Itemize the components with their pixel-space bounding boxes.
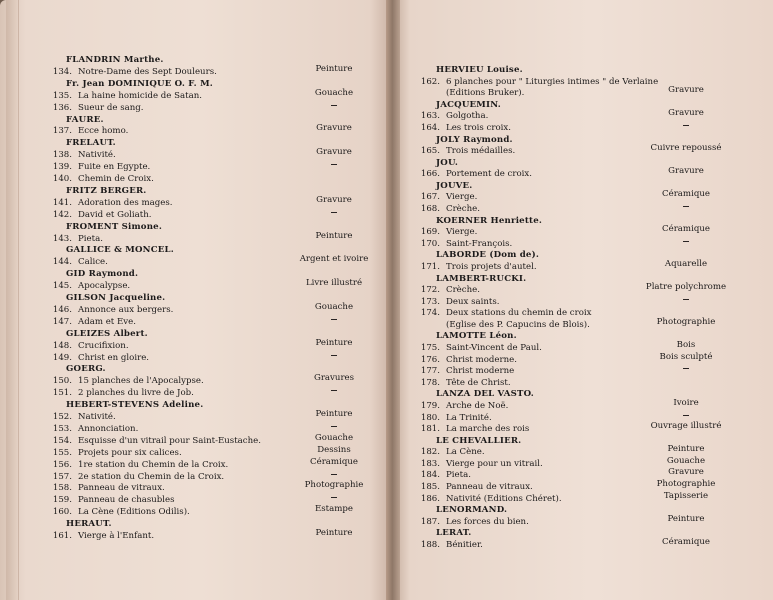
- work-technique: Peinture: [315, 409, 353, 419]
- work-number: 154.: [52, 436, 72, 446]
- artist-name: LE CHEVALLIER.: [436, 436, 522, 446]
- work-number: 180.: [420, 413, 440, 423]
- work-title: Tête de Christ.: [446, 378, 511, 388]
- work-technique: Photographie: [304, 480, 364, 490]
- work-technique: Gravure: [668, 467, 704, 477]
- catalogue-row: [412, 262, 537, 273]
- work-number: 156.: [52, 460, 72, 470]
- work-number: 153.: [52, 424, 72, 434]
- catalogue-row: [412, 146, 515, 157]
- work-technique: Gravure: [316, 147, 352, 157]
- catalogue-row: [412, 540, 483, 551]
- catalogue-row: [44, 317, 136, 328]
- work-title: Deux saints.: [446, 297, 500, 307]
- work-title: Adoration des mages.: [78, 198, 173, 208]
- catalogue-row: [412, 355, 517, 366]
- work-number: 149.: [52, 353, 72, 363]
- work-number: 144.: [52, 257, 72, 267]
- work-technique: Peinture: [667, 444, 705, 454]
- work-technique: Gravure: [668, 85, 704, 95]
- work-title: (Editions Bruker).: [446, 88, 525, 98]
- catalogue-row: [412, 459, 543, 470]
- catalogue-row: [44, 531, 154, 542]
- work-title: Vierge pour un vitrail.: [446, 459, 543, 469]
- work-title: Les trois croix.: [446, 123, 511, 133]
- work-title: Chemin de Croix.: [78, 174, 154, 184]
- work-number: 164.: [420, 123, 440, 133]
- work-number: 166.: [420, 169, 440, 179]
- work-technique: Ivoire: [673, 398, 699, 408]
- work-number: 161.: [52, 531, 72, 541]
- artist-name: JOU.: [436, 158, 459, 168]
- catalogue-row: [44, 495, 175, 506]
- work-title: Adam et Eve.: [78, 317, 136, 327]
- catalogue-row: [44, 305, 173, 316]
- work-number: 151.: [52, 388, 72, 398]
- work-number: 157.: [52, 472, 72, 482]
- artist-name: FLANDRIN Marthe.: [66, 55, 164, 65]
- catalogue-row: [412, 378, 511, 389]
- work-number: 145.: [52, 281, 72, 291]
- work-technique: Cuivre repoussé: [650, 143, 722, 153]
- work-technique: Gouache: [314, 433, 354, 443]
- artist-name: KOERNER Henriette.: [436, 216, 543, 226]
- work-title: Trois médailles.: [446, 146, 516, 156]
- ditto-mark: [331, 474, 337, 475]
- work-title: La Trinité.: [446, 413, 492, 423]
- ditto-mark: [683, 299, 689, 300]
- work-title: Nativité (Editions Chéret).: [446, 494, 562, 504]
- work-title: Nativité.: [78, 412, 116, 422]
- work-title: Pieta.: [78, 234, 103, 244]
- catalogue-row: [412, 192, 477, 203]
- catalogue-row: [412, 239, 512, 250]
- artist-name: FAURE.: [66, 115, 104, 125]
- work-technique: Photographie: [656, 479, 716, 489]
- work-title: (Eglise des P. Capucins de Blois).: [446, 320, 590, 330]
- work-technique: Tapisserie: [663, 491, 709, 501]
- work-number: 184.: [420, 470, 440, 480]
- work-number: 182.: [420, 447, 440, 457]
- catalogue-row: [44, 448, 182, 459]
- work-number: 165.: [420, 146, 440, 156]
- work-number: 138.: [52, 150, 72, 160]
- ditto-mark: [331, 497, 337, 498]
- work-title: Sueur de sang.: [78, 103, 144, 113]
- work-number: 188.: [420, 540, 440, 550]
- catalogue-row: [412, 227, 477, 238]
- work-title: 2e station du Chemin de la Croix.: [78, 472, 225, 482]
- work-title: Christ en gloire.: [78, 353, 150, 363]
- work-title: David et Goliath.: [78, 210, 152, 220]
- artist-name: GALLICE & MONCEL.: [66, 245, 174, 255]
- catalogue-row: [412, 111, 488, 122]
- work-number: 173.: [420, 297, 440, 307]
- artist-name: LABORDE (Dom de).: [436, 250, 540, 260]
- work-title: La haine homicide de Satan.: [78, 91, 202, 101]
- work-technique: Bois: [676, 340, 696, 350]
- ditto-mark: [331, 105, 337, 106]
- work-number: 185.: [420, 482, 440, 492]
- work-technique: Estampe: [315, 504, 353, 514]
- catalogue-row: [44, 483, 165, 494]
- catalogue-row: [44, 67, 217, 78]
- work-number: 158.: [52, 483, 72, 493]
- work-title: Vierge.: [446, 192, 478, 202]
- ditto-mark: [331, 164, 337, 165]
- artist-name: LENORMAND.: [436, 505, 508, 515]
- catalogue-row: [44, 341, 129, 352]
- work-title: Christ moderne: [446, 366, 515, 376]
- catalogue-row: [412, 517, 529, 528]
- work-technique: Céramique: [662, 189, 710, 199]
- artist-name: HERVIEU Louise.: [436, 65, 523, 75]
- work-title: Trois projets d'autel.: [446, 262, 537, 272]
- artist-name: GILSON Jacqueline.: [66, 293, 166, 303]
- catalogue-row: [44, 234, 103, 245]
- work-technique: Argent et ivoire: [299, 254, 369, 264]
- catalogue-row: [44, 210, 152, 221]
- work-title: Portement de croix.: [446, 169, 532, 179]
- work-technique: Gouache: [314, 302, 354, 312]
- work-title: 6 planches pour " Liturgies intimes " de Verlaine: [446, 77, 659, 87]
- artist-name: LAMBERT-RUCKI.: [436, 274, 527, 284]
- catalogue-row: [412, 424, 529, 435]
- catalogue-row: [412, 366, 514, 377]
- work-number: 176.: [420, 355, 440, 365]
- work-title: Pieta.: [446, 470, 471, 480]
- ditto-mark: [331, 355, 337, 356]
- catalogue-row: [412, 204, 480, 215]
- catalogue-row: [412, 343, 542, 354]
- work-number: 140.: [52, 174, 72, 184]
- work-title: Panneau de vitraux.: [78, 483, 165, 493]
- work-title: La Cène.: [446, 447, 485, 457]
- work-number: 167.: [420, 192, 440, 202]
- work-number: 150.: [52, 376, 72, 386]
- work-title: Esquisse d'un vitrail pour Saint-Eustache.: [78, 436, 261, 446]
- work-title: Ecce homo.: [78, 126, 129, 136]
- work-technique: Gravure: [316, 195, 352, 205]
- artist-name: GOERG.: [66, 364, 106, 374]
- work-title: Vierge.: [446, 227, 478, 237]
- catalogue-row: [412, 320, 590, 331]
- artist-name: HEBERT-STEVENS Adeline.: [66, 400, 204, 410]
- work-title: Panneau de chasubles: [78, 495, 175, 505]
- work-number: 160.: [52, 507, 72, 517]
- work-number: 179.: [420, 401, 440, 411]
- catalogue-row: [44, 460, 228, 471]
- catalogue-row: [412, 401, 508, 412]
- work-title: Calice.: [78, 257, 108, 267]
- work-number: 170.: [420, 239, 440, 249]
- work-title: Crèche.: [446, 285, 480, 295]
- catalogue-row: [44, 281, 130, 292]
- artist-name: JACQUEMIN.: [436, 100, 501, 110]
- work-technique: Gravure: [668, 166, 704, 176]
- work-number: 168.: [420, 204, 440, 214]
- work-number: 172.: [420, 285, 440, 295]
- work-technique: Céramique: [662, 537, 710, 547]
- work-title: Crucifixion.: [78, 341, 129, 351]
- work-title: Bénitier.: [446, 540, 483, 550]
- work-technique: Ouvrage illustré: [650, 421, 722, 431]
- work-number: 181.: [420, 424, 440, 434]
- ditto-mark: [331, 319, 337, 320]
- work-number: 187.: [420, 517, 440, 527]
- work-title: Golgotha.: [446, 111, 489, 121]
- catalogue-row: [412, 77, 658, 88]
- artist-name: JOUVE.: [436, 181, 473, 191]
- artist-name: FRELAUT.: [66, 138, 116, 148]
- work-technique: Peinture: [667, 514, 705, 524]
- artist-name: LAMOTTE Léon.: [436, 331, 517, 341]
- work-technique: Platre polychrome: [645, 282, 727, 292]
- work-title: Apocalypse.: [78, 281, 131, 291]
- artist-name: LERAT.: [436, 528, 472, 538]
- catalogue-row: [44, 162, 150, 173]
- work-title: Christ moderne.: [446, 355, 517, 365]
- ditto-mark: [331, 426, 337, 427]
- artist-name: FRITZ BERGER.: [66, 186, 147, 196]
- catalogue-row: [44, 91, 202, 102]
- ditto-mark: [683, 415, 689, 416]
- work-title: Deux stations du chemin de croix: [446, 308, 592, 318]
- work-technique: Peinture: [315, 528, 353, 538]
- work-technique: Photographie: [656, 317, 716, 327]
- work-title: Vierge à l'Enfant.: [78, 531, 155, 541]
- work-title: Arche de Noë.: [446, 401, 509, 411]
- catalogue-row: [44, 353, 149, 364]
- work-title: La marche des rois: [446, 424, 530, 434]
- work-number: 139.: [52, 162, 72, 172]
- artist-name: HERAUT.: [66, 519, 112, 529]
- work-number: 152.: [52, 412, 72, 422]
- ditto-mark: [683, 125, 689, 126]
- work-number: 135.: [52, 91, 72, 101]
- work-number: 162.: [420, 77, 440, 87]
- work-technique: Peinture: [315, 231, 353, 241]
- work-technique: Céramique: [310, 457, 358, 467]
- ditto-mark: [331, 212, 337, 213]
- work-number: 178.: [420, 378, 440, 388]
- catalogue-row: [44, 412, 116, 423]
- work-technique: Gouache: [314, 88, 354, 98]
- work-number: 183.: [420, 459, 440, 469]
- ditto-mark: [683, 241, 689, 242]
- catalogue-row: [412, 447, 485, 458]
- work-title: La Cène (Editions Odilis).: [78, 507, 190, 517]
- work-title: Crèche.: [446, 204, 480, 214]
- ditto-mark: [331, 390, 337, 391]
- work-number: 143.: [52, 234, 72, 244]
- work-technique: Gouache: [666, 456, 706, 466]
- ditto-mark: [683, 206, 689, 207]
- work-technique: Bois sculpté: [659, 352, 713, 362]
- catalogue-row: [412, 413, 492, 424]
- work-number: 134.: [52, 67, 72, 77]
- catalogue-row: [44, 424, 138, 435]
- work-number: 141.: [52, 198, 72, 208]
- work-number: 163.: [420, 111, 440, 121]
- artist-name: LANZA DEL VASTO.: [436, 389, 534, 399]
- work-technique: Gravure: [316, 123, 352, 133]
- work-title: Les forces du bien.: [446, 517, 529, 527]
- work-title: 15 planches de l'Apocalypse.: [78, 376, 204, 386]
- work-title: 1re station du Chemin de la Croix.: [78, 460, 229, 470]
- work-technique: Dessins: [317, 445, 351, 455]
- catalogue-row: [412, 470, 471, 481]
- work-technique: Livre illustré: [305, 278, 363, 288]
- work-number: 159.: [52, 495, 72, 505]
- catalogue-row: [44, 376, 204, 387]
- work-number: 169.: [420, 227, 440, 237]
- catalogue-row: [44, 126, 128, 137]
- work-number: 146.: [52, 305, 72, 315]
- catalogue-row: [44, 436, 261, 447]
- catalogue-row: [44, 388, 194, 399]
- work-number: 147.: [52, 317, 72, 327]
- work-technique: Gravures: [313, 373, 355, 383]
- work-number: 177.: [420, 366, 440, 376]
- catalogue-row: [44, 472, 224, 483]
- catalogue-row: [412, 123, 511, 134]
- work-number: 155.: [52, 448, 72, 458]
- page-edge: [6, 0, 19, 600]
- work-number: 174.: [420, 308, 440, 318]
- work-number: 171.: [420, 262, 440, 272]
- catalogue-row: [412, 169, 532, 180]
- work-title: Panneau de vitraux.: [446, 482, 533, 492]
- work-title: Nativité.: [78, 150, 116, 160]
- work-title: 2 planches du livre de Job.: [78, 388, 194, 398]
- work-title: Notre-Dame des Sept Douleurs.: [78, 67, 217, 77]
- artist-name: GID Raymond.: [66, 269, 139, 279]
- work-number: 175.: [420, 343, 440, 353]
- work-title: Saint-François.: [446, 239, 513, 249]
- catalogue-row: [412, 308, 592, 319]
- work-technique: Peinture: [315, 338, 353, 348]
- work-title: Saint-Vincent de Paul.: [446, 343, 542, 353]
- catalogue-row: [44, 150, 116, 161]
- work-title: Annonce aux bergers.: [78, 305, 174, 315]
- ditto-mark: [683, 368, 689, 369]
- work-technique: Céramique: [662, 224, 710, 234]
- catalogue-row: [412, 482, 533, 493]
- catalogue-row: [44, 507, 190, 518]
- work-technique: Gravure: [668, 108, 704, 118]
- work-number: 136.: [52, 103, 72, 113]
- work-number: 137.: [52, 126, 72, 136]
- work-technique: Peinture: [315, 64, 353, 74]
- catalogue-row: [412, 297, 500, 308]
- work-technique: Aquarelle: [664, 259, 708, 269]
- artist-name: Fr. Jean DOMINIQUE O. F. M.: [66, 79, 213, 89]
- work-title: Fuite en Egypte.: [78, 162, 151, 172]
- catalogue-row: [44, 103, 144, 114]
- catalogue-row: [44, 174, 154, 185]
- catalogue-row: [44, 198, 173, 209]
- work-number: 142.: [52, 210, 72, 220]
- artist-name: FROMENT Simone.: [66, 222, 163, 232]
- work-number: 186.: [420, 494, 440, 504]
- catalogue-row: [412, 285, 480, 296]
- work-title: Projets pour six calices.: [78, 448, 182, 458]
- work-number: 148.: [52, 341, 72, 351]
- artist-name: JOLY Raymond.: [436, 135, 513, 145]
- catalogue-row: [412, 88, 524, 99]
- catalogue-row: [412, 494, 562, 505]
- work-title: Annonciation.: [78, 424, 139, 434]
- artist-name: GLEIZES Albert.: [66, 329, 148, 339]
- catalogue-row: [44, 257, 108, 268]
